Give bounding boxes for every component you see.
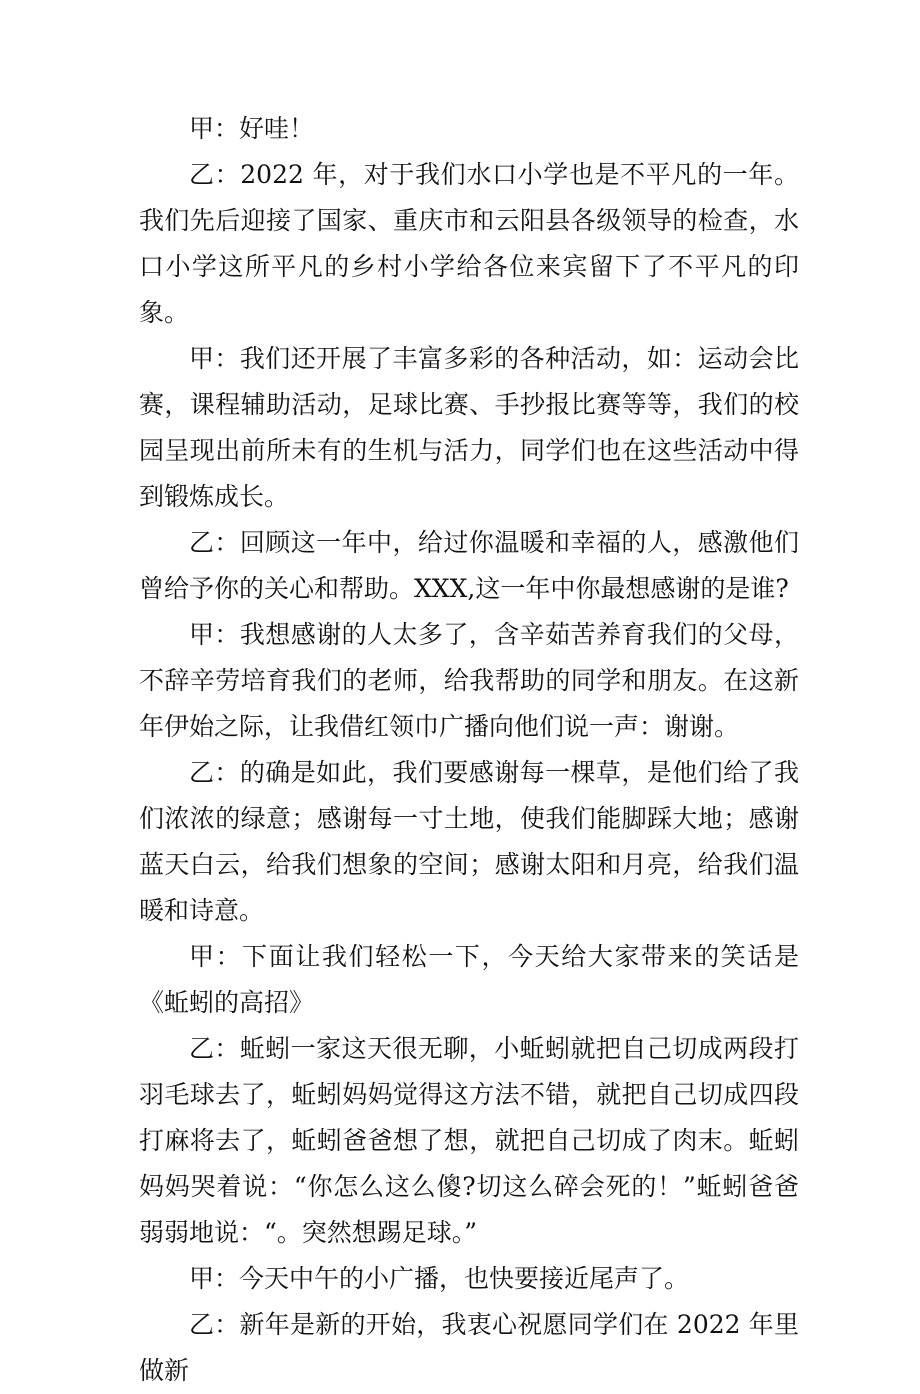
paragraph: 乙：新年是新的开始，我衷心祝愿同学们在 2022 年里做新 bbox=[139, 1310, 799, 1385]
paragraph: 甲：好哇！ bbox=[189, 114, 315, 143]
paragraph: 乙：2022 年，对于我们水口小学也是不平凡的一年。我们先后迎接了国家、重庆市和云阳县各级领导的检查，水口小学这所平凡的乡村小学给各位来宾留下了不平凡的印象。 bbox=[139, 160, 799, 327]
paragraph: 乙：回顾这一年中，给过你温暖和幸福的人，感激他们曾给予你的关心和帮助。XXX,这一年中你最想感谢的是谁? bbox=[139, 528, 799, 603]
paragraph: 甲：我想感谢的人太多了，含辛茹苦养育我们的父母，不辞辛劳培育我们的老师，给我帮助的同学和朋友。在这新年伊始之际，让我借红领巾广播向他们说一声：谢谢。 bbox=[139, 620, 799, 741]
paragraph: 甲：我们还开展了丰富多彩的各种活动，如：运动会比赛，课程辅助活动，足球比赛、手抄报比赛等等，我们的校园呈现出前所未有的生机与活力，同学们也在这些活动中得到锻炼成长。 bbox=[139, 344, 799, 511]
paragraph: 乙：的确是如此，我们要感谢每一棵草，是他们给了我们浓浓的绿意；感谢每一寸土地，使我们能脚踩大地；感谢蓝天白云，给我们想象的空间；感谢太阳和月亮，给我们温暖和诗意。 bbox=[139, 758, 799, 925]
document-body bbox=[139, 106, 799, 1394]
paragraph: 甲：下面让我们轻松一下，今天给大家带来的笑话是《蚯蚓的高招》 bbox=[139, 942, 799, 1017]
paragraph: 乙：蚯蚓一家这天很无聊，小蚯蚓就把自己切成两段打羽毛球去了，蚯蚓妈妈觉得这方法不错，就把自己切成四段打麻将去了，蚯蚓爸爸想了想，就把自己切成了肉末。蚯蚓妈妈哭着说：“你怎么这么傻?切这么碎会死的！”蚯蚓爸爸弱弱地说：“。突然想踢足球。” bbox=[139, 1034, 799, 1247]
paragraph: 甲：今天中午的小广播，也快要接近尾声了。 bbox=[189, 1264, 690, 1293]
